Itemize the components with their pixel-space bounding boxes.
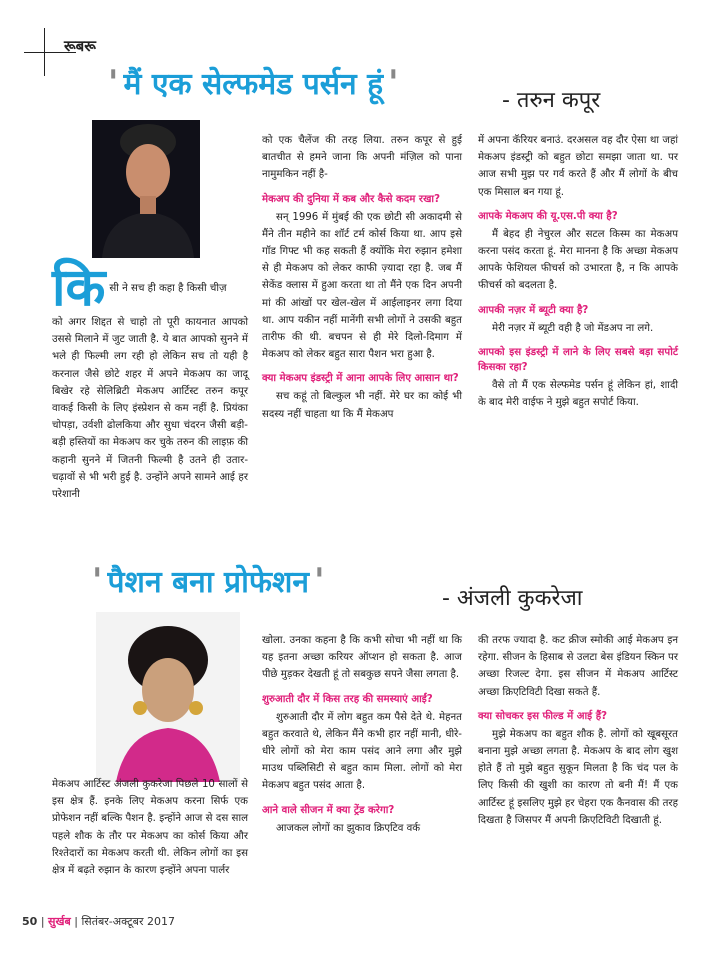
article1-photo: [92, 120, 200, 258]
article1-answer-3: मैं बेहद ही नेचुरल और सटल किस्म का मेकअप करना पसंद करता हूं. मेरा मानना है कि अच्छा मेकअप आपके फेशियल फीचर्स को उभारता है, न कि आपके फीचर्स को बदलता है.: [478, 228, 678, 292]
article1-answer-2-continued: में अपना कॅरियर बनाउं. दरअसल वह दौर ऐसा था जहां मेकअप इंडस्ट्री को बहुत छोटा समझा जाता था. पर आज सभी मुझ पर गर्व करते हैं और मैं लोगों के बीच एक मिसाल बन गया हूं.: [478, 135, 678, 198]
article2-column-2: [262, 632, 462, 837]
article1-question-2: क्या मेकअप इंडस्ट्री में आना आपके लिए आसान था?: [262, 373, 459, 385]
article1-answer-2: सच कहूं तो बिल्कुल भी नहीं. मेरे घर का कोई भी सदस्य नहीं चाहता था कि मैं मेकअप: [262, 391, 462, 420]
article2-photo: [96, 612, 240, 782]
article1-column-2: [262, 132, 462, 423]
article1-answer-4: मेरी नज़र में ब्यूटी वही है जो मेंडअप ना लगे.: [492, 322, 654, 334]
dropcap: कि: [52, 258, 106, 318]
article1-question-5: आपको इस इंडस्ट्री में लाने के लिए सबसे बड़ा सपोर्ट किसका रहा?: [478, 346, 678, 373]
article2-headline-text: पैशन बना प्रोफेशन: [107, 565, 310, 600]
article2-column-1: [52, 776, 248, 879]
page-footer: 50 | सुर्खब | सितंबर-अक्टूबर 2017: [22, 915, 175, 928]
article1-question-4: आपकी नज़र में ब्यूटी क्या है?: [478, 304, 589, 316]
article2-col1-text: मेकअप आर्टिस्ट अंजली कुकरेजा पिछले 10 सालों से इस क्षेत्र हैं. इनके लिए मेकअप करना सिर्फ एक प्रोफेशन नहीं बल्कि पैशन है. इन्होंने आज से दस साल पहले शौक के तौर पर मेकअप का कोर्स किया और रिश्तेदारों का मेकअप करती थी. लेकिन लोगों का इस क्षेत्र में बढ़ते रुझान के कारण इन्होंने अपना पार्लर: [52, 779, 248, 877]
article2-byline: - अंजली कुकरेजा: [442, 586, 583, 611]
article2-headline: [92, 560, 325, 601]
article1-column-3: [478, 132, 678, 411]
article2-answer-1: शुरुआती दौर में लोग बहुत कम पैसे देते थे. मेहनत बहुत करवाते थे, लेकिन मैंने कभी हार नहीं मानी, धीरे-धीरे लोगों को मेरा काम पसंद आने लगा और मुझे माउथ पब्लिसिटी से बहुत काम मिला. लोगों को मेरा मेकअप बहुत पसंद आता है.: [262, 711, 462, 792]
article1-answer-5: वैसे तो मैं एक सेल्फमेड पर्सन हूं लेकिन हां, शादी के बाद मेरी वाईफ ने मुझे बहुत सपोर्ट किया.: [478, 379, 678, 409]
article2-answer-3: मुझे मेकअप का बहुत शौक है. लोगों को खूबसूरत बनाना मुझे अच्छा लगता है. मेकअप के बाद लोग खुश होते हैं तो मुझे बहुत सुकून मिलता है कि चंद पल के लिए किसी की खुशी का कारण तो बनी मैं! मैं एक आर्टिस्ट हूं इसलिए मुझे हर चेहरा एक कैनवास की तरह दिखता है जिसपर मैं अपनी क्रिएटिविटी दिखाती हूं.: [478, 728, 678, 826]
article2-answer-2-continued: की तरफ ज्यादा है. कट क्रीज स्मोकी आई मेकअप इन रहेगा. सीजन के हिसाब से उलटा बेस इंडियन स्किन पर अच्छा रिजल्ट देगा. इस सीजन में मेकअप आर्टिस्ट अच्छा क्रिएटिविटी दिखा सकते हैं.: [478, 635, 678, 698]
article1-answer-1: सन् 1996 में मुंबई की एक छोटी सी अकादमी से मैंने तीन महीने का शॉर्ट टर्म कोर्स किया था. आप इसे गॉड गिफ्ट भी कह सकती हैं क्योंकि मेरा रुझान हमेशा से ही मेकअप को लेकर काफी ज़्यादा रहा है. जब मैं सेकेंड क्लास में हुआ करता था तो मैंने एक दिन अपनी मां की आंखों पर खेल-खेल में आईलाइनर लगा दिया था. आप यकीन नहीं मानेंगी सभी लोगों ने उसकी बहुत तारीफ की थी. बचपन से ही मेरे दिलो-दिमाग में मेकअप को लेकर बहुत सारा पैशन भरा हुआ है.: [262, 211, 462, 361]
page-number: 50: [22, 915, 38, 928]
magazine-brand: सुर्खब: [48, 915, 71, 928]
article2-question-1: शुरुआती दौर में किस तरह की समस्याएं आईं?: [262, 693, 433, 705]
article1-headline-part1: मैं एक: [123, 67, 202, 102]
issue-date: सितंबर-अक्टूबर 2017: [81, 915, 175, 928]
article1-question-1: मेकअप की दुनिया में कब और कैसे कदम रखा?: [262, 193, 440, 205]
article1-col1-first-line: सी ने सच ही कहा है किसी चीज़: [109, 283, 227, 294]
article1-byline: - तरुन कपूर: [502, 88, 601, 113]
article2-answer-2: आजकल लोगों का झुकाव क्रिएटिव वर्क: [276, 822, 421, 834]
article2-column-3: [478, 632, 678, 829]
article2-col2-intro: खोला. उनका कहना है कि कभी सोचा भी नहीं था कि यह इतना अच्छा करियर ऑप्शन हो सकता है. आज पीछे मुड़कर देखती हूं तो सबकुछ सपने जैसा लगता है.: [262, 635, 462, 681]
article1-column-1: [52, 258, 248, 503]
article1-question-3: आपके मेकअप की यू.एस.पी क्या है?: [478, 210, 618, 222]
headline2-open-quote: ': [92, 561, 103, 601]
section-tag: रूबरू: [64, 37, 96, 55]
article1-headline-part2: सेल्फमेड पर्सन हूं: [201, 67, 384, 102]
headline2-close-quote: ': [314, 561, 325, 601]
article2-question-3: क्या सोचकर इस फील्ड में आई हैं?: [478, 710, 608, 722]
headline-close-quote: ': [388, 63, 399, 103]
headline-open-quote: ': [108, 63, 119, 103]
article1-col2-intro: को एक चैलेंज की तरह लिया. तरुन कपूर से हुई बातचीत से हमने जाना कि अपनी मंज़िल को पाना नामुमकिन नहीं है-: [262, 135, 462, 181]
article1-col1-text: को अगर शिद्दत से चाहो तो पूरी कायनात आपको उससे मिलाने में जुट जाती है. ये बात आपको सुनने में भले ही फिल्मी लग रही हो लेकिन सच तो यही है करनाल जैसे छोटे शहर में अपने मेकअप का जादू बिखेर रहे सेलिब्रिटी मेकअप आर्टिस्ट तरुन कपूर वाकई किसी के लिए इंस्प्रेशन से कम नहीं है. प्रियंका चोपड़ा, उर्वशी ढोलकिया और सुधा चंदरन जैसी बड़ी-बड़ी हस्तियों का मेकअप कर चुके तरुन की लाइफ़ की कहानी सुनने में जितनी फिल्मी है उतने ही उतार-चढ़ावों से भी भरी हुई है. उन्होंने अपने सामने आई हर परेशानी: [52, 317, 248, 501]
article2-question-2: आने वाले सीजन में क्या ट्रेंड करेगा?: [262, 804, 395, 816]
article1-headline: [108, 62, 399, 103]
